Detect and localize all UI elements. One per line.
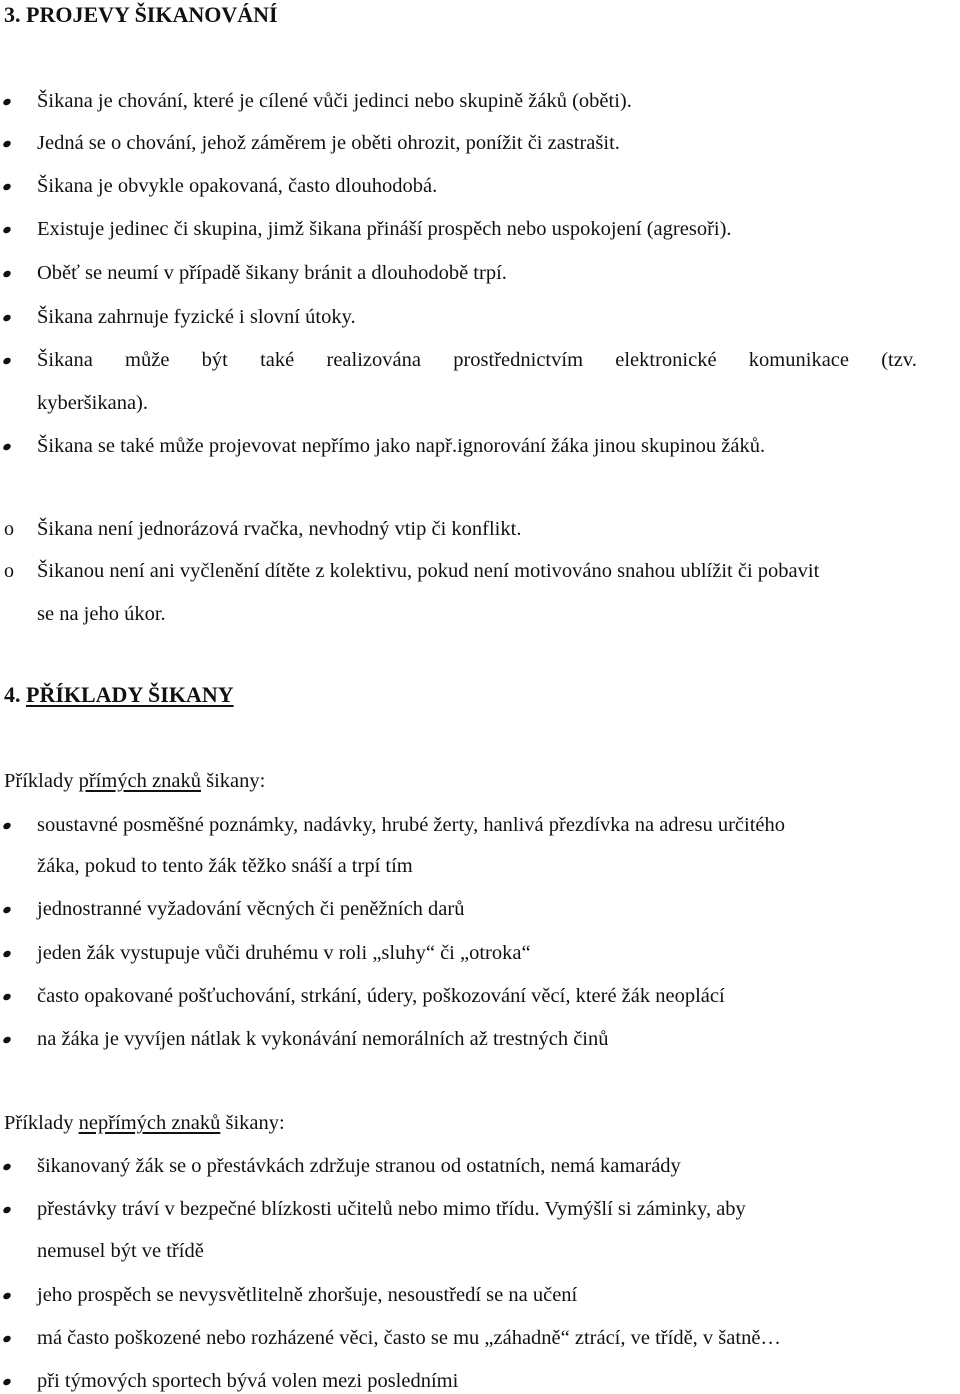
circle-bullet-icon: o [4,560,14,582]
bullet-icon [2,1377,12,1386]
list-item: Šikana se také může projevovat nepřímo jako např.ignorování žáka jinou skupinou žáků. [37,433,765,459]
list-item: Jedná se o chování, jehož záměrem je oběti ohrozit, ponížit či zastrašit. [37,130,620,156]
bullet-icon [2,269,12,278]
bullet-icon [2,905,12,914]
list-item: Šikana je obvykle opakovaná, často dlouhodobá. [37,173,437,199]
list-item-continuation: žáka, pokud to tento žák těžko snáší a trpí tím [37,855,413,877]
list-item: šikanovaný žák se o přestávkách zdržuje stranou od ostatních, nemá kamarády [37,1153,681,1179]
list-item: soustavné posměšné poznámky, nadávky, hrubé žerty, hanlivá přezdívka na adresu určitého [37,812,785,838]
bullet-icon [2,225,12,234]
list-item: jednostranné vyžadování věcných či peněžních darů [37,896,464,922]
list-item: jeden žák vystupuje vůči druhému v roli „sluhy“ či „otroka“ [37,940,531,966]
bullet-icon [2,1291,12,1300]
bullet-icon [2,356,12,365]
section-heading-4: 4. PŘÍKLADY ŠIKANY [4,682,234,707]
circle-bullet-icon: o [4,518,14,540]
bullet-icon [2,821,12,830]
bullet-icon [2,992,12,1001]
list-item: na žáka je vyvíjen nátlak k vykonávání nemorálních až trestných činů [37,1026,609,1052]
list-item: Šikana zahrnuje fyzické i slovní útoky. [37,304,356,330]
bullet-icon [2,1162,12,1171]
list-item: Oběť se neumí v případě šikany bránit a dlouhodobě trpí. [37,260,507,286]
list-item-continuation: nemusel být ve třídě [37,1240,204,1262]
bullet-icon [2,1205,12,1214]
direct-signs-label: Příklady přímých znaků šikany: [4,770,266,792]
bullet-icon [2,97,12,106]
list-item-continuation: kyberšikana). [37,392,148,414]
list-item: o Šikanou není ani vyčlenění dítěte z kolektivu, pokud není motivováno snahou ublížit či pobavit [4,560,820,582]
bullet-icon [2,949,12,958]
bullet-icon [2,1035,12,1044]
list-item: o Šikana není jednorázová rvačka, nevhodný vtip či konflikt. [4,518,522,540]
list-item: přestávky tráví v bezpečné blízkosti učitelů nebo mimo třídu. Vymýšlí si záminky, aby [37,1196,746,1222]
list-item-justified: Šikana může být také realizována prostřednictvím elektronické komunikace (tzv. [37,347,917,373]
list-item-continuation: se na jeho úkor. [37,603,166,625]
list-item: Šikana je chování, které je cílené vůči jedinci nebo skupině žáků (oběti). [37,88,632,114]
list-item: Existuje jedinec či skupina, jimž šikana přináší prospěch nebo uspokojení (agresoři). [37,216,732,242]
list-item: jeho prospěch se nevysvětlitelně zhoršuje, nesoustředí se na učení [37,1282,577,1308]
bullet-icon [2,313,12,322]
list-item: při týmových sportech bývá volen mezi posledními [37,1368,458,1394]
bullet-icon [2,1334,12,1343]
bullet-icon [2,442,12,451]
list-item: má často poškozené nebo rozházené věci, často se mu „záhadně“ ztrácí, ve třídě, v šatně… [37,1325,781,1351]
bullet-icon [2,139,12,148]
indirect-signs-label: Příklady nepřímých znaků šikany: [4,1112,285,1134]
list-item: často opakované pošťuchování, strkání, údery, poškozování věcí, které žák neoplácí [37,983,725,1009]
bullet-icon [2,182,12,191]
section-heading-3: 3. PROJEVY ŠIKANOVÁNÍ [4,2,278,27]
